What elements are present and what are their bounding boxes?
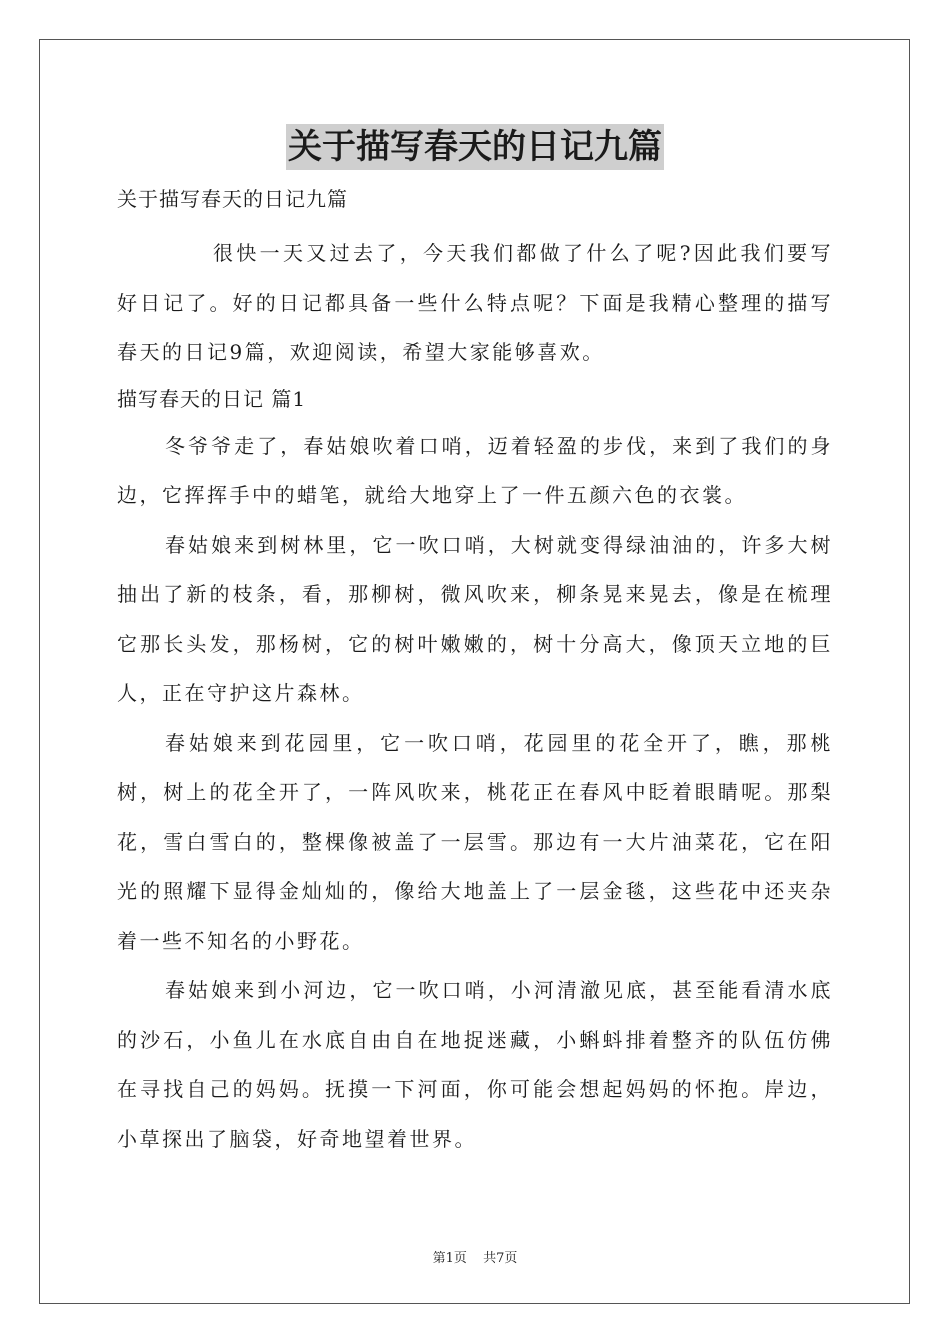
document-body [117,183,833,1164]
page-number: 第1页 [432,1251,467,1266]
page-total: 共7页 [483,1251,518,1266]
document-title [0,124,950,170]
section-heading: 描写春天的日记 篇1 [117,386,307,411]
page-footer [0,1247,950,1266]
body-paragraph: 冬爷爷走了，春姑娘吹着口哨，迈着轻盈的步伐，来到了我们的身边，它挥挥手中的蜡笔，就给大地穿上了一件五颜六色的衣裳。 [117,433,833,507]
body-paragraph: 春姑娘来到树林里，它一吹口哨，大树就变得绿油油的，许多大树抽出了新的枝条，看，那柳树，微风吹来，柳条晃来晃去，像是在梳理它那长头发，那杨树，它的树叶嫩嫩的，树十分高大，像顶天立地的巨人，正在守护这片森林。 [117,532,833,705]
body-paragraph: 春姑娘来到花园里，它一吹口哨，花园里的花全开了，瞧，那桃树，树上的花全开了，一阵风吹来，桃花正在春风中眨着眼睛呢。那梨花，雪白雪白的，整棵像被盖了一层雪。那边有一大片油菜花，它在阳光的照耀下显得金灿灿的，像给大地盖上了一层金毯，这些花中还夹杂着一些不知名的小野花。 [117,730,833,953]
intro-paragraph: 很快一天又过去了，今天我们都做了什么了呢?因此我们要写好日记了。好的日记都具备一些什么特点呢？下面是我精心整理的描写春天的日记9篇，欢迎阅读，希望大家能够喜欢。 [117,241,833,364]
document-subtitle: 关于描写春天的日记九篇 [117,187,348,211]
body-paragraph: 春姑娘来到小河边，它一吹口哨，小河清澈见底，甚至能看清水底的沙石，小鱼儿在水底自由自在地捉迷藏，小蝌蚪排着整齐的队伍仿佛在寻找自己的妈妈。抚摸一下河面，你可能会想起妈妈的怀抱。岸边，小草探出了脑袋，好奇地望着世界。 [117,978,833,1151]
document-title-text: 关于描写春天的日记九篇 [286,124,664,170]
